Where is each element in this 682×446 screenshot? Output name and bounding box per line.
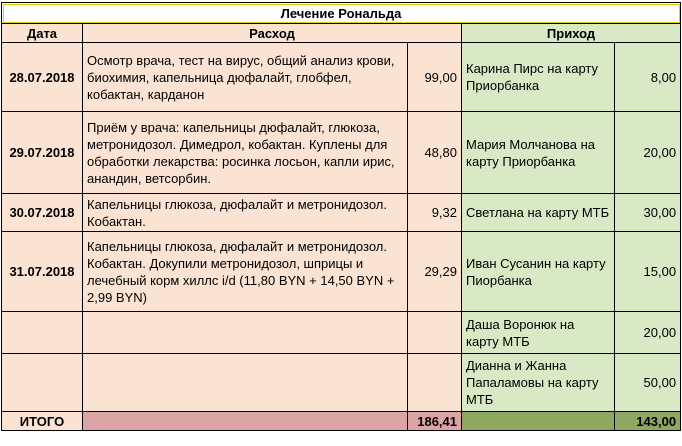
cell-expense-amount[interactable]: [408, 354, 462, 412]
cell-expense-desc[interactable]: Осмотр врача, тест на вирус, общий анализ крови, биохимия, капельница дюфалайт, глобфел, кобактан, карданон: [83, 43, 408, 112]
total-row: [2, 412, 681, 431]
cell-income-desc[interactable]: Светлана на карту МТБ: [462, 194, 615, 232]
cell-income-desc[interactable]: Карина Пирс на карту Приорбанка: [462, 43, 615, 112]
cell-expense-amount[interactable]: 29,29: [408, 232, 462, 312]
total-label[interactable]: ИТОГО: [2, 412, 83, 431]
cell-expense-desc[interactable]: Капельницы глюкоза, дюфалайт и метронидозол. Кобактан. Докупили метронидозол, шприцы и лечебный корм хиллс i/d (11,80 BYN + 14,50 BYN + 2,99 BYN): [83, 232, 408, 312]
cell-date[interactable]: 28.07.2018: [2, 43, 83, 112]
cell-expense-desc[interactable]: [83, 354, 408, 412]
table-row: [2, 112, 681, 194]
total-income[interactable]: 143,00: [615, 412, 681, 431]
cell-income-amount[interactable]: 30,00: [615, 194, 681, 232]
cell-expense-desc[interactable]: [83, 312, 408, 354]
total-expense-spacer[interactable]: [83, 412, 408, 431]
header-row: [2, 24, 681, 43]
table-row: [2, 354, 681, 412]
cell-date[interactable]: [2, 354, 83, 412]
cell-income-desc[interactable]: Даша Воронюк на карту МТБ: [462, 312, 615, 354]
table-row: [2, 232, 681, 312]
total-income-spacer[interactable]: [462, 412, 615, 431]
cell-date[interactable]: 29.07.2018: [2, 112, 83, 194]
sheet-title[interactable]: Лечение Рональда: [2, 3, 681, 24]
cell-income-amount[interactable]: 15,00: [615, 232, 681, 312]
title-row: [2, 3, 681, 24]
cell-expense-desc[interactable]: Капельницы глюкоза, дюфалайт и метронидозол. Кобактан.: [83, 194, 408, 232]
cell-income-desc[interactable]: Мария Молчанова на карту Приорбанка: [462, 112, 615, 194]
cell-income-amount[interactable]: 20,00: [615, 112, 681, 194]
cell-income-desc[interactable]: Иван Сусанин на карту Пиорбанка: [462, 232, 615, 312]
table-row: [2, 43, 681, 112]
header-expense[interactable]: Расход: [83, 24, 462, 43]
cell-expense-amount[interactable]: 99,00: [408, 43, 462, 112]
cell-income-amount[interactable]: 50,00: [615, 354, 681, 412]
treatment-table: [1, 2, 681, 431]
cell-income-amount[interactable]: 20,00: [615, 312, 681, 354]
total-expense[interactable]: 186,41: [408, 412, 462, 431]
header-date[interactable]: Дата: [2, 24, 83, 43]
cell-expense-amount[interactable]: [408, 312, 462, 354]
cell-income-amount[interactable]: 8,00: [615, 43, 681, 112]
table-row: [2, 194, 681, 232]
table-row: [2, 312, 681, 354]
cell-expense-amount[interactable]: 48,80: [408, 112, 462, 194]
header-income[interactable]: Приход: [462, 24, 681, 43]
cell-expense-desc[interactable]: Приём у врача: капельницы дюфалайт, глюкоза, метронидозол. Димедрол, кобактан. Куплены для обработки лекарства: росинка лосьон, капли ирис, анандин, ветсорбин.: [83, 112, 408, 194]
cell-expense-amount[interactable]: 9,32: [408, 194, 462, 232]
cell-date[interactable]: [2, 312, 83, 354]
cell-income-desc[interactable]: Дианна и Жанна Папаламовы на карту МТБ: [462, 354, 615, 412]
cell-date[interactable]: 31.07.2018: [2, 232, 83, 312]
cell-date[interactable]: 30.07.2018: [2, 194, 83, 232]
